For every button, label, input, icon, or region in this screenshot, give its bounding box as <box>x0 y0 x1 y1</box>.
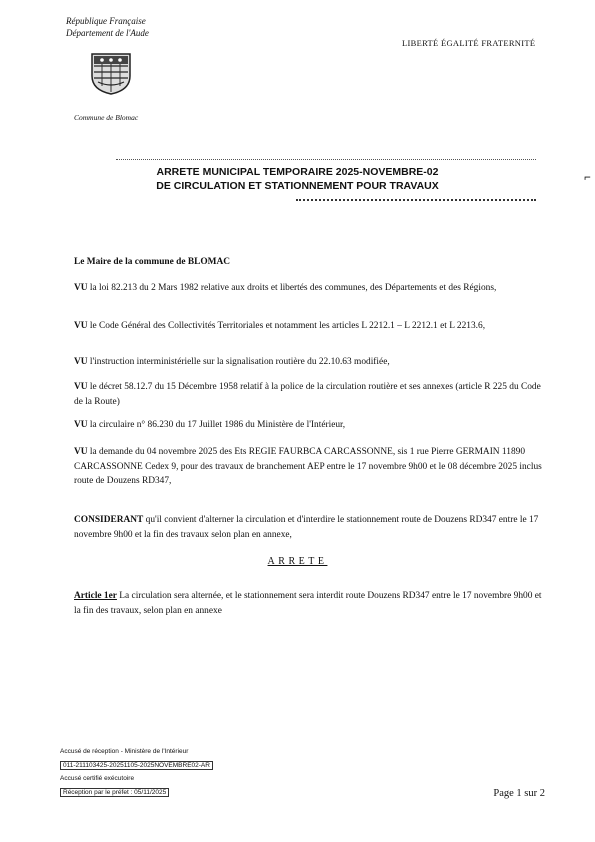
motto: LIBERTÉ ÉGALITÉ FRATERNITÉ <box>402 38 536 48</box>
vu-paragraph-5 <box>74 418 544 433</box>
vu-paragraph-3 <box>74 355 544 370</box>
article-1-text: La circulation sera alternée, et le stationnement sera interdit route Douzens RD347 entre le 17 novembre 9h00 et la fin des travaux, selon plan en annexe <box>74 591 542 616</box>
vu-paragraph-4 <box>74 380 544 409</box>
department-label: Département de l'Aude <box>66 28 149 38</box>
mayor-label: Le Maire de la commune de BLOMAC <box>74 257 231 267</box>
article-1-label: Article 1er <box>74 591 117 601</box>
act-reference: 011-211103425-20251105-2025NOVEMBRE02-AR <box>60 761 213 770</box>
margin-mark: ⌐ <box>584 170 591 184</box>
arrete-heading: ARRETE <box>267 556 328 567</box>
coat-of-arms-icon <box>88 52 134 96</box>
considerant-text: qu'il convient d'alterner la circulation et d'interdire le stationnement route de Douzens RD347 entre le 17 novembre 9h00 et la fin des travaux selon plan en annexe, <box>74 515 539 540</box>
considerant-paragraph <box>74 513 544 542</box>
vu-text: l'instruction interministérielle sur la signalisation routière du 22.10.63 modifiée, <box>87 357 390 367</box>
page-number: Page 1 sur 2 <box>493 788 545 799</box>
vu-text: la circulaire n° 86.230 du 17 Juillet 1986 du Ministère de l'Intérieur, <box>87 420 346 430</box>
vu-label: VU <box>74 420 88 430</box>
vu-label: VU <box>74 321 88 331</box>
title-rule-top <box>116 159 536 160</box>
commune-label: Commune de Blomac <box>74 113 139 122</box>
republic-label: République Française <box>66 16 146 26</box>
receipt-label: Accusé de réception - Ministère de l'Intérieur <box>60 748 189 755</box>
vu-paragraph-6 <box>74 445 544 489</box>
vu-paragraph-2 <box>74 319 544 334</box>
mayor-line <box>74 255 544 270</box>
prefecture-receipt: Réception par le préfet : 05/11/2025 <box>60 788 169 797</box>
article-1 <box>74 589 544 618</box>
vu-paragraph-1 <box>74 281 544 296</box>
title-line-1: ARRETE MUNICIPAL TEMPORAIRE 2025-NOVEMBRE-02 <box>156 166 439 178</box>
vu-label: VU <box>74 283 88 293</box>
vu-text: la demande du 04 novembre 2025 des Ets REGIE FAURBCA CARCASSONNE, sis 1 rue Pierre GERMAIN 11890 CARCASSONNE Cedex 9, pour des travaux de branchement AEP entre le 17 novembre 9h00 et le 08 décembre 2025 inclus route de Douzens RD347, <box>74 447 542 486</box>
vu-text: la loi 82.213 du 2 Mars 1982 relative aux droits et libertés des communes, des Départements et des Régions, <box>87 283 497 293</box>
certified-label: Accusé certifié exécutoire <box>60 775 135 782</box>
title-rule-bottom <box>296 199 536 201</box>
vu-text: le Code Général des Collectivités Territoriales et notamment les articles L 2212.1 – L 2212.1 et L 2213.6, <box>87 321 486 331</box>
vu-text: le décret 58.12.7 du 15 Décembre 1958 relatif à la police de la circulation routière et ses annexes (article R 225 du Code de la Route) <box>74 382 541 407</box>
vu-label: VU <box>74 382 88 392</box>
vu-label: VU <box>74 447 88 457</box>
vu-label: VU <box>74 357 88 367</box>
title-line-2: DE CIRCULATION ET STATIONNEMENT POUR TRAVAUX <box>156 180 439 192</box>
considerant-label: CONSIDERANT <box>74 515 144 525</box>
